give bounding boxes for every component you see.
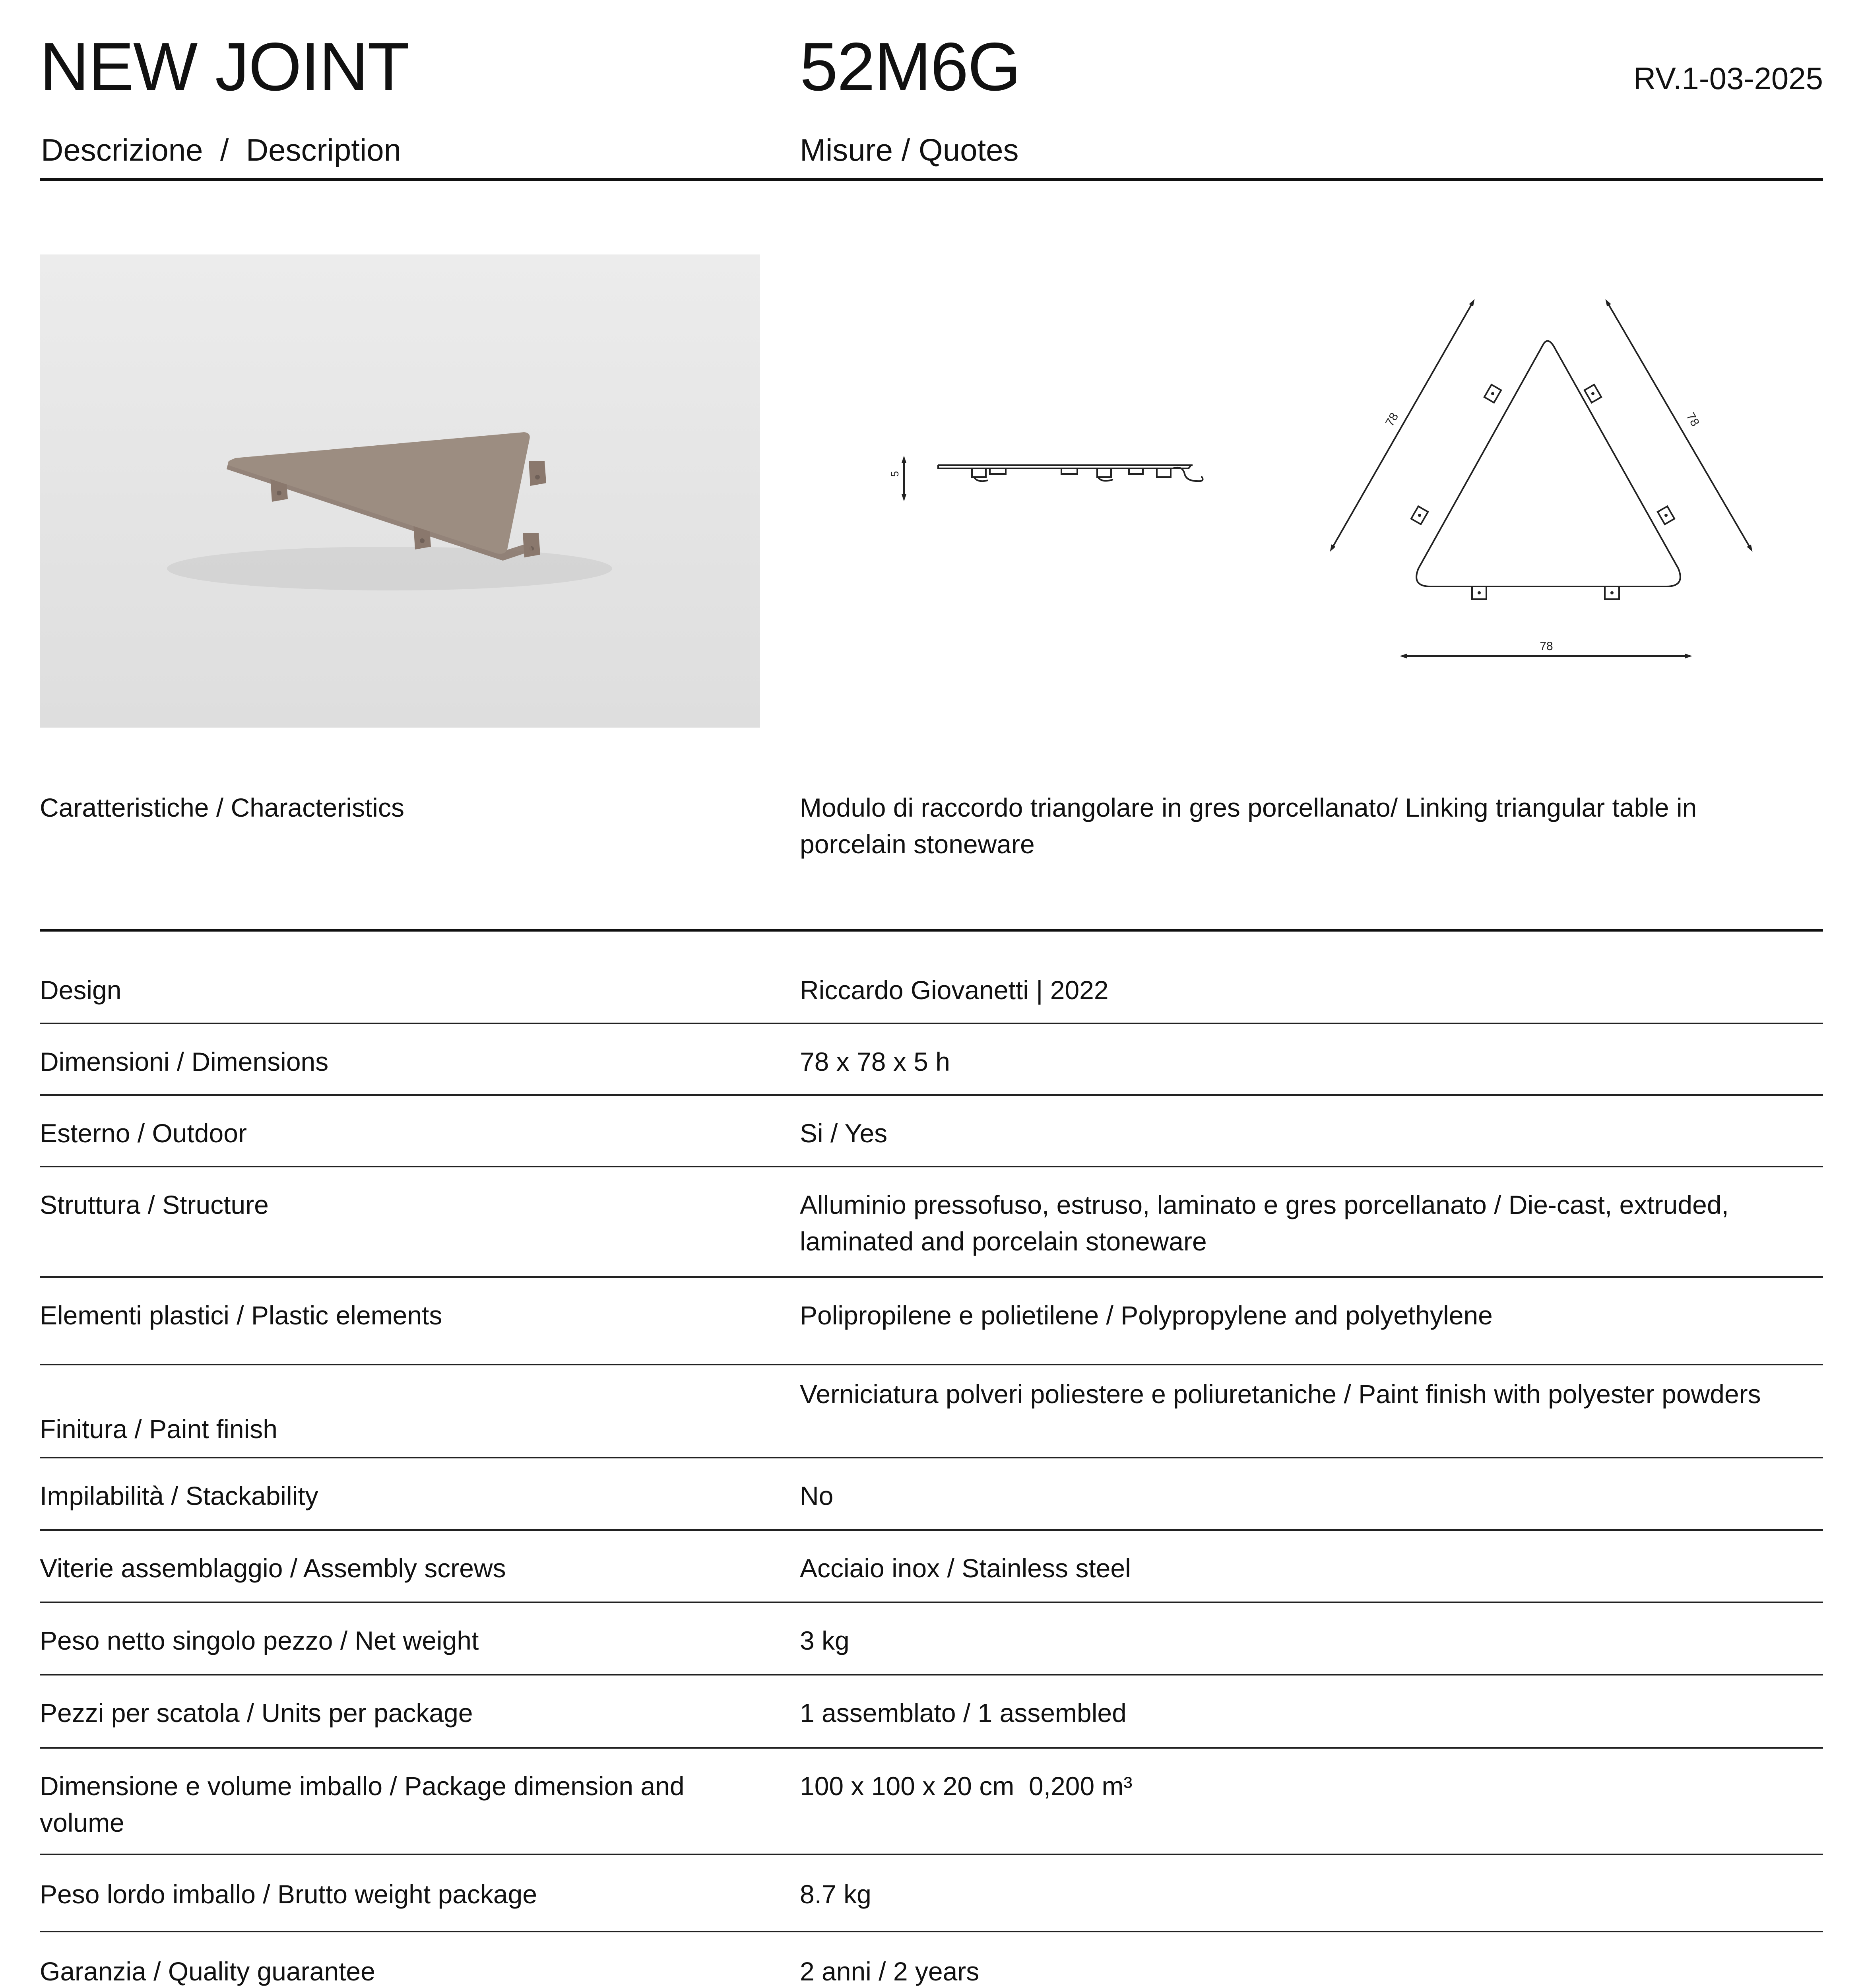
spec-value: Polipropilene e polietilene / Polypropylene and polyethylene [800,1301,1493,1330]
spec-row [40,1602,1823,1675]
spec-label: Viterie assemblaggio / Assembly screws [40,1553,506,1583]
spec-label: Pezzi per scatola / Units per package [40,1698,473,1728]
technical-drawings [855,278,1823,696]
spec-value: Acciaio inox / Stainless steel [800,1553,1131,1583]
characteristics-text: Modulo di raccordo triangolare in gres porcellanato/ Linking triangular table in porcelain stoneware [800,793,1697,859]
spec-row [40,1276,1823,1365]
left-side-dimension: 78 [1383,410,1401,429]
spec-value: Alluminio pressofuso, estruso, laminato e gres porcellanato / Die-cast, extruded, laminated and porcelain stoneware [800,1190,1736,1256]
spec-value: 3 kg [800,1626,850,1655]
spec-label: Design [40,975,122,1005]
spec-row [40,1854,1823,1932]
spec-value: Si / Yes [800,1118,888,1148]
spec-row [40,929,1823,1024]
spec-value: Riccardo Giovanetti | 2022 [800,975,1109,1005]
spec-label: Garanzia / Quality guarantee [40,1957,375,1986]
header-divider [40,178,1823,181]
top-view-drawing [1332,302,1751,656]
spec-label: Dimensioni / Dimensions [40,1047,329,1076]
spec-row [40,1747,1823,1855]
spec-row [40,1023,1823,1096]
product-name: NEW JOINT [40,29,409,105]
dimension-drawings [855,278,1823,696]
spec-row [40,1674,1823,1749]
spec-value: 78 x 78 x 5 h [800,1047,950,1076]
spec-label: Peso lordo imballo / Brutto weight package [40,1879,537,1909]
spec-value: 2 anni / 2 years [800,1957,980,1986]
spec-value: No [800,1481,834,1510]
spec-label: Elementi plastici / Plastic elements [40,1301,442,1330]
right-side-dimension: 78 [1684,410,1702,429]
product-photo [40,254,760,728]
spec-row [40,1529,1823,1603]
spec-value: 100 x 100 x 20 cm 0,200 m³ [800,1771,1133,1801]
revision-label: RV.1-03-2025 [1633,61,1823,96]
triangular-table-photo-icon [40,254,760,728]
spec-label: Peso netto singolo pezzo / Net weight [40,1626,479,1655]
side-height-label: 5 [889,471,901,477]
spec-row [40,1364,1823,1458]
measures-heading: Misure / Quotes [800,132,1019,167]
description-heading: Descrizione / Description [41,132,401,167]
spec-label: Esterno / Outdoor [40,1118,247,1148]
spec-label: Finitura / Paint finish [40,1414,277,1444]
bottom-side-dimension: 78 [1540,640,1553,653]
spec-label: Struttura / Structure [40,1190,269,1219]
side-view-drawing [904,459,1203,498]
spec-label: Impilabilità / Stackability [40,1481,318,1510]
spec-value: 1 assemblato / 1 assembled [800,1698,1127,1728]
spec-label: Dimensione e volume imballo / Package dimension and volume [40,1771,685,1837]
spec-row [40,1931,1823,1988]
product-code: 52M6G [800,29,1020,105]
characteristics-label: Caratteristiche / Characteristics [40,793,404,822]
spec-row [40,1166,1823,1278]
spec-value: 8.7 kg [800,1879,871,1909]
spec-row [40,1094,1823,1167]
spec-row [40,1457,1823,1531]
spec-value: Verniciatura polveri poliestere e poliuretaniche / Paint finish with polyester powders [800,1379,1761,1409]
